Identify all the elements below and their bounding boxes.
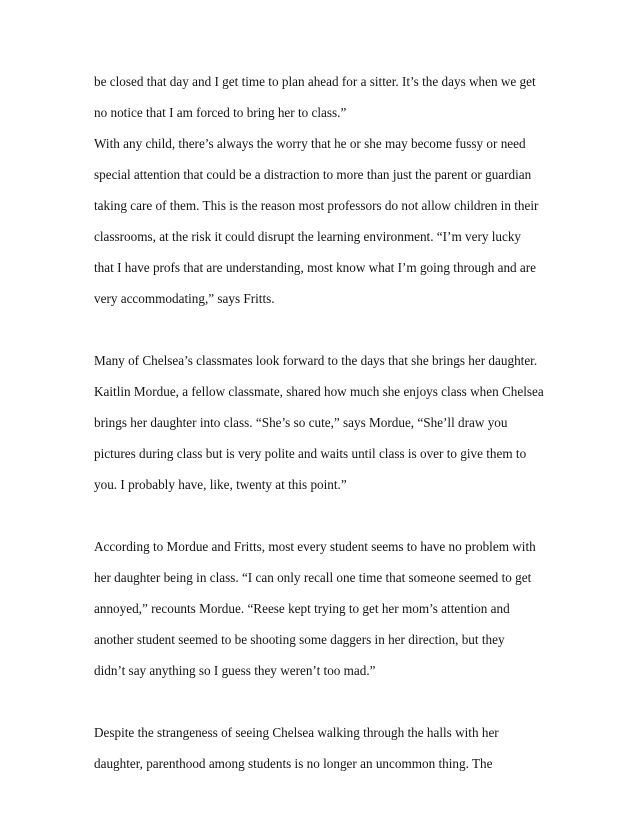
text-line: Many of Chelsea’s classmates look forward to the days that she brings her daughter. bbox=[94, 353, 538, 368]
text-line: very accommodating,” says Fritts. bbox=[94, 291, 275, 306]
text-line: taking care of them. This is the reason most professors do not allow children in their bbox=[94, 198, 539, 213]
text-line: According to Mordue and Fritts, most every student seems to have no problem with bbox=[94, 539, 536, 554]
text-line: pictures during class but is very polite and waits until class is over to give them to bbox=[94, 446, 527, 461]
text-line: another student seemed to be shooting some daggers in her direction, but they bbox=[94, 632, 505, 647]
text-line: annoyed,” recounts Mordue. “Reese kept trying to get her mom’s attention and bbox=[94, 601, 510, 616]
text-line: be closed that day and I get time to plan ahead for a sitter. It’s the days when we get bbox=[94, 74, 536, 89]
text-line: With any child, there’s always the worry that he or she may become fussy or need bbox=[94, 136, 526, 151]
text-line: special attention that could be a distraction to more than just the parent or guardian bbox=[94, 167, 532, 182]
text-line: Kaitlin Mordue, a fellow classmate, shared how much she enjoys class when Chelsea bbox=[94, 384, 544, 399]
text-line: didn’t say anything so I guess they weren’t too mad.” bbox=[94, 663, 376, 678]
text-line: Despite the strangeness of seeing Chelsea walking through the halls with her bbox=[94, 725, 499, 740]
text-line: classrooms, at the risk it could disrupt the learning environment. “I’m very lucky bbox=[94, 229, 522, 244]
text-line: that I have profs that are understanding, most know what I’m going through and are bbox=[94, 260, 537, 275]
text-line: no notice that I am forced to bring her to class.” bbox=[94, 105, 347, 120]
text-line: her daughter being in class. “I can only recall one time that someone seemed to get bbox=[94, 570, 532, 585]
text-line: you. I probably have, like, twenty at this point.” bbox=[94, 477, 347, 492]
text-line: daughter, parenthood among students is no longer an uncommon thing. The bbox=[94, 756, 493, 771]
text-line: brings her daughter into class. “She’s so cute,” says Mordue, “She’ll draw you bbox=[94, 415, 508, 430]
